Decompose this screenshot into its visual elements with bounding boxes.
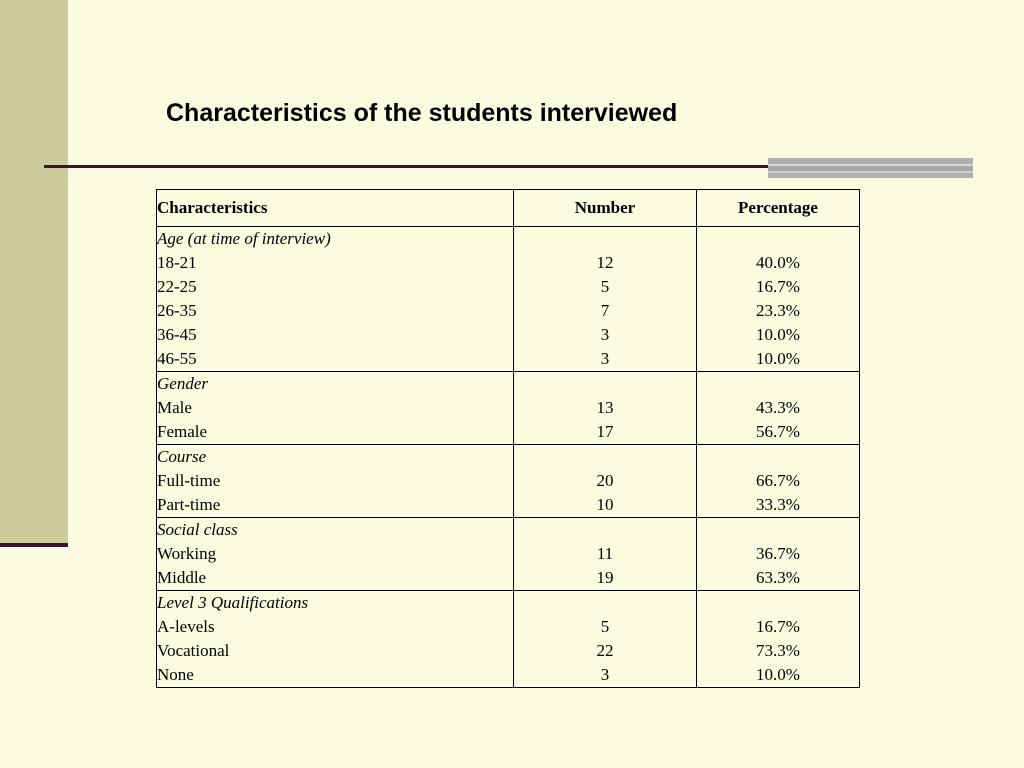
number-cell bbox=[514, 372, 697, 445]
row-label: Female bbox=[157, 422, 208, 441]
row-number: 20 bbox=[596, 471, 614, 490]
percentage-cell bbox=[697, 372, 860, 445]
percentage-cell bbox=[697, 445, 860, 518]
group-heading: Course bbox=[157, 447, 207, 466]
row-label: Part-time bbox=[157, 495, 221, 514]
slide-title: Characteristics of the students interviewed bbox=[166, 99, 678, 127]
heading-spacer bbox=[514, 372, 696, 396]
row-percentage: 10.0% bbox=[756, 665, 800, 684]
number-cell bbox=[514, 518, 697, 591]
row-number: 12 bbox=[596, 253, 614, 272]
row-label: 22-25 bbox=[157, 277, 197, 296]
number-cell bbox=[514, 227, 697, 372]
row-label: Full-time bbox=[157, 471, 221, 490]
row-number: 5 bbox=[600, 277, 610, 296]
heading-spacer bbox=[697, 227, 859, 251]
characteristic-cell bbox=[157, 227, 514, 372]
row-number: 11 bbox=[596, 544, 614, 563]
heading-spacer bbox=[697, 591, 859, 615]
row-number: 3 bbox=[600, 665, 610, 684]
row-percentage: 40.0% bbox=[756, 253, 800, 272]
group-heading: Age (at time of interview) bbox=[157, 229, 331, 248]
row-label: 36-45 bbox=[157, 325, 197, 344]
table-group-row bbox=[157, 372, 860, 445]
table-body bbox=[157, 227, 860, 688]
row-percentage: 10.0% bbox=[756, 349, 800, 368]
number-cell bbox=[514, 445, 697, 518]
table-group-row bbox=[157, 445, 860, 518]
side-bar-underline bbox=[0, 543, 68, 547]
row-number: 7 bbox=[600, 301, 610, 320]
row-number: 3 bbox=[600, 325, 610, 344]
header-characteristics: Characteristics bbox=[157, 190, 514, 227]
row-percentage: 66.7% bbox=[756, 471, 800, 490]
heading-spacer bbox=[697, 518, 859, 542]
row-number: 22 bbox=[596, 641, 614, 660]
percentage-cell bbox=[697, 227, 860, 372]
percentage-cell bbox=[697, 591, 860, 688]
row-percentage: 33.3% bbox=[756, 495, 800, 514]
row-percentage: 23.3% bbox=[756, 301, 800, 320]
row-number: 3 bbox=[600, 349, 610, 368]
row-label: 46-55 bbox=[157, 349, 197, 368]
row-percentage: 16.7% bbox=[756, 277, 800, 296]
row-number: 19 bbox=[596, 568, 614, 587]
table-group-row bbox=[157, 518, 860, 591]
header-number: Number bbox=[514, 190, 697, 227]
characteristic-cell bbox=[157, 518, 514, 591]
row-label: None bbox=[157, 665, 194, 684]
row-percentage: 56.7% bbox=[756, 422, 800, 441]
number-cell bbox=[514, 591, 697, 688]
row-percentage: 16.7% bbox=[756, 617, 800, 636]
row-percentage: 36.7% bbox=[756, 544, 800, 563]
row-label: Male bbox=[157, 398, 192, 417]
heading-spacer bbox=[697, 445, 859, 469]
heading-spacer bbox=[514, 518, 696, 542]
row-label: Working bbox=[157, 544, 217, 563]
row-number: 10 bbox=[596, 495, 614, 514]
row-label: 18-21 bbox=[157, 253, 197, 272]
row-number: 5 bbox=[600, 617, 610, 636]
characteristic-cell bbox=[157, 372, 514, 445]
group-heading: Level 3 Qualifications bbox=[157, 593, 309, 612]
heading-spacer bbox=[514, 591, 696, 615]
row-percentage: 63.3% bbox=[756, 568, 800, 587]
percentage-cell bbox=[697, 518, 860, 591]
side-decoration-bar bbox=[0, 0, 68, 545]
row-percentage: 10.0% bbox=[756, 325, 800, 344]
table-group-row bbox=[157, 227, 860, 372]
row-label: Middle bbox=[157, 568, 207, 587]
characteristic-cell bbox=[157, 445, 514, 518]
heading-spacer bbox=[514, 227, 696, 251]
header-percentage: Percentage bbox=[697, 190, 860, 227]
gray-accent-bar bbox=[768, 158, 973, 178]
row-number: 17 bbox=[596, 422, 614, 441]
characteristic-cell bbox=[157, 591, 514, 688]
group-heading: Gender bbox=[157, 374, 208, 393]
table-group-row bbox=[157, 591, 860, 688]
table-header-row bbox=[157, 190, 860, 227]
heading-spacer bbox=[514, 445, 696, 469]
row-number: 13 bbox=[596, 398, 614, 417]
group-heading: Social class bbox=[157, 520, 238, 539]
row-percentage: 73.3% bbox=[756, 641, 800, 660]
row-label: Vocational bbox=[157, 641, 230, 660]
characteristics-table bbox=[156, 189, 860, 688]
row-label: 26-35 bbox=[157, 301, 197, 320]
row-label: A-levels bbox=[157, 617, 215, 636]
heading-spacer bbox=[697, 372, 859, 396]
row-percentage: 43.3% bbox=[756, 398, 800, 417]
